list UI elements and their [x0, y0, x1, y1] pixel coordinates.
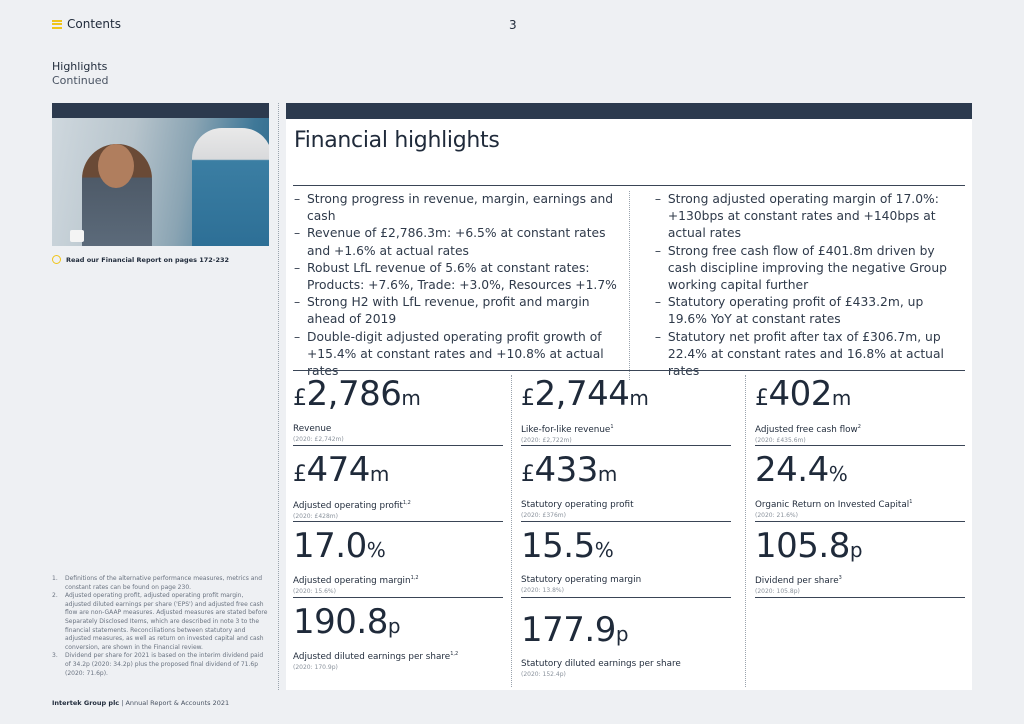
bullet-item: – Statutory net profit after tax of £306.7m, up 22.4% at constant rates and 16.8% at actual rates	[654, 329, 944, 379]
metric-label: Revenue	[293, 424, 332, 434]
metric-previous: (2020: £435.6m)	[755, 436, 806, 444]
bullet-item: – Strong H2 with LfL revenue, profit and margin ahead of 2019	[294, 295, 590, 327]
financial-report-link[interactable]	[52, 255, 269, 264]
page-number: 3	[509, 18, 517, 32]
metric-value: £433m	[521, 450, 617, 490]
bullet-item: – Robust LfL revenue of 5.6% at constant rates: Products: +7.6%, Trade: +3.0%, Resources +1.7%	[294, 260, 617, 293]
metric-label: Statutory operating margin	[521, 575, 642, 585]
panel-header-bar	[286, 103, 972, 119]
bullet-item: – Strong adjusted operating margin of 17.0%: +130bps at constant rates and +140bps at actual rates	[654, 192, 939, 241]
grid-column-divider	[745, 375, 746, 687]
metric-previous: (2020: 15.6%)	[293, 587, 336, 595]
photo-people-meeting	[52, 118, 269, 246]
metric-divider	[521, 597, 731, 598]
metric-card	[293, 603, 503, 671]
metric-value: 105.8p	[755, 526, 863, 566]
financial-report-label: Read our Financial Report on pages 172-232	[66, 255, 230, 264]
metric-card	[293, 451, 503, 520]
metric-previous: (2020: £2,742m)	[293, 436, 344, 443]
metric-label: Statutory operating profit	[521, 500, 634, 510]
footnote: 1. Definitions of the alternative performance measures, metrics and constant rates can be found on page 230.	[52, 575, 263, 591]
bullet-item: – Strong progress in revenue, margin, earnings and cash	[294, 192, 614, 224]
metric-value: £2,786m	[293, 374, 421, 414]
section-subtitle: Continued	[52, 74, 109, 87]
highlights-bullets	[294, 191, 958, 380]
metric-value: 190.8p	[293, 602, 401, 642]
menu-icon	[52, 20, 62, 29]
metric-divider	[521, 521, 731, 522]
metric-label: Adjusted free cash flow$^2$	[755, 424, 861, 435]
metric-label: Adjusted operating margin$^{1,2}$	[293, 575, 419, 586]
grid-column-divider	[511, 375, 512, 687]
footnote: 3. Dividend per share for 2021 is based on the interim dividend paid of 34.2p (2020: 34.2p) plus the proposed final dividend of 71.6p (2020: 71.6p).	[52, 652, 264, 677]
metric-divider	[755, 521, 965, 522]
metric-divider	[521, 445, 731, 446]
metric-value: £402m	[755, 374, 851, 414]
metric-divider	[293, 597, 503, 598]
metric-value: 24.4%	[755, 450, 848, 490]
metric-previous: (2020: 105.8p)	[755, 587, 800, 595]
rule	[293, 185, 965, 186]
footer-company: Intertek Group plc	[52, 699, 120, 707]
metric-label: Organic Return on Invested Capital$^1$	[755, 499, 913, 510]
bullet-item: – Statutory operating profit of £433.2m, up 19.6% YoY at constant rates	[654, 295, 924, 327]
circle-arrow-icon	[52, 255, 61, 264]
column-divider	[278, 103, 279, 690]
bullet-item: – Double-digit adjusted operating profit growth of +15.4% at constant rates and +10.8% at actual rates	[294, 329, 604, 379]
metric-label: Dividend per share$^3$	[755, 575, 842, 586]
sidebar-header-bar	[52, 103, 269, 118]
metric-divider	[293, 521, 503, 522]
contents-link[interactable]	[52, 17, 121, 31]
footer-doc: | Annual Report & Accounts 2021	[119, 699, 230, 707]
metric-card	[293, 375, 503, 443]
footnote: 2. Adjusted operating profit, adjusted operating profit margin, adjusted diluted earnings per share ('EPS') and adjusted free cash flow are non-GAAP measures. Adjusted measures are stated before Separately Disclosed Items, which are described in note 3 to the financial statements. Reconciliations between statutory and adjusted measures, as well as return on invested capital and cash conversion, are shown in the Financial review.	[52, 592, 268, 651]
metric-previous: (2020: £2,722m)	[521, 436, 572, 444]
metric-label: Adjusted diluted earnings per share$^{1,2}$	[293, 651, 459, 662]
metric-previous: (2020: 13.8%)	[521, 587, 564, 594]
metric-previous: (2020: £376m)	[521, 512, 566, 519]
metric-value: 177.9p	[521, 610, 629, 650]
metric-divider	[755, 597, 965, 598]
metric-card	[755, 375, 965, 444]
metric-card	[521, 375, 731, 444]
metric-value: £474m	[293, 450, 389, 490]
contents-label: Contents	[67, 17, 121, 31]
metric-card	[755, 527, 965, 595]
metric-previous: (2020: 152.4p)	[521, 671, 566, 678]
metric-label: Like-for-like revenue$^1$	[521, 424, 614, 435]
page-footer	[52, 699, 229, 707]
metric-card	[293, 527, 503, 595]
section-title: Highlights	[52, 60, 108, 73]
metric-value: 17.0%	[293, 526, 386, 566]
metric-previous: (2020: £428m)	[293, 512, 338, 520]
footnotes	[52, 575, 270, 678]
metric-divider	[293, 445, 503, 446]
metric-card	[521, 527, 731, 594]
metric-value: £2,744m	[521, 374, 649, 414]
rule	[293, 370, 965, 371]
metric-label: Statutory diluted earnings per share	[521, 659, 681, 669]
bullet-item: – Revenue of £2,786.3m: +6.5% at constant rates and +1.6% at actual rates	[294, 226, 606, 258]
metric-value: 15.5%	[521, 526, 614, 566]
metric-divider	[755, 445, 965, 446]
panel-title: Financial highlights	[294, 128, 500, 153]
bullets-right	[629, 191, 958, 380]
metric-label: Adjusted operating profit$^{1,2}$	[293, 500, 411, 511]
metric-card	[755, 451, 965, 519]
sidebar	[52, 103, 269, 264]
metric-card	[521, 611, 731, 678]
metric-card	[521, 451, 731, 519]
metric-previous: (2020: 170.9p)	[293, 663, 338, 671]
metric-previous: (2020: 21.6%)	[755, 511, 798, 519]
financial-highlights-panel	[286, 103, 972, 690]
bullets-left	[294, 191, 623, 380]
bullet-item: – Strong free cash flow of £401.8m driven by cash discipline improving the negative Group working capital further	[654, 243, 947, 293]
